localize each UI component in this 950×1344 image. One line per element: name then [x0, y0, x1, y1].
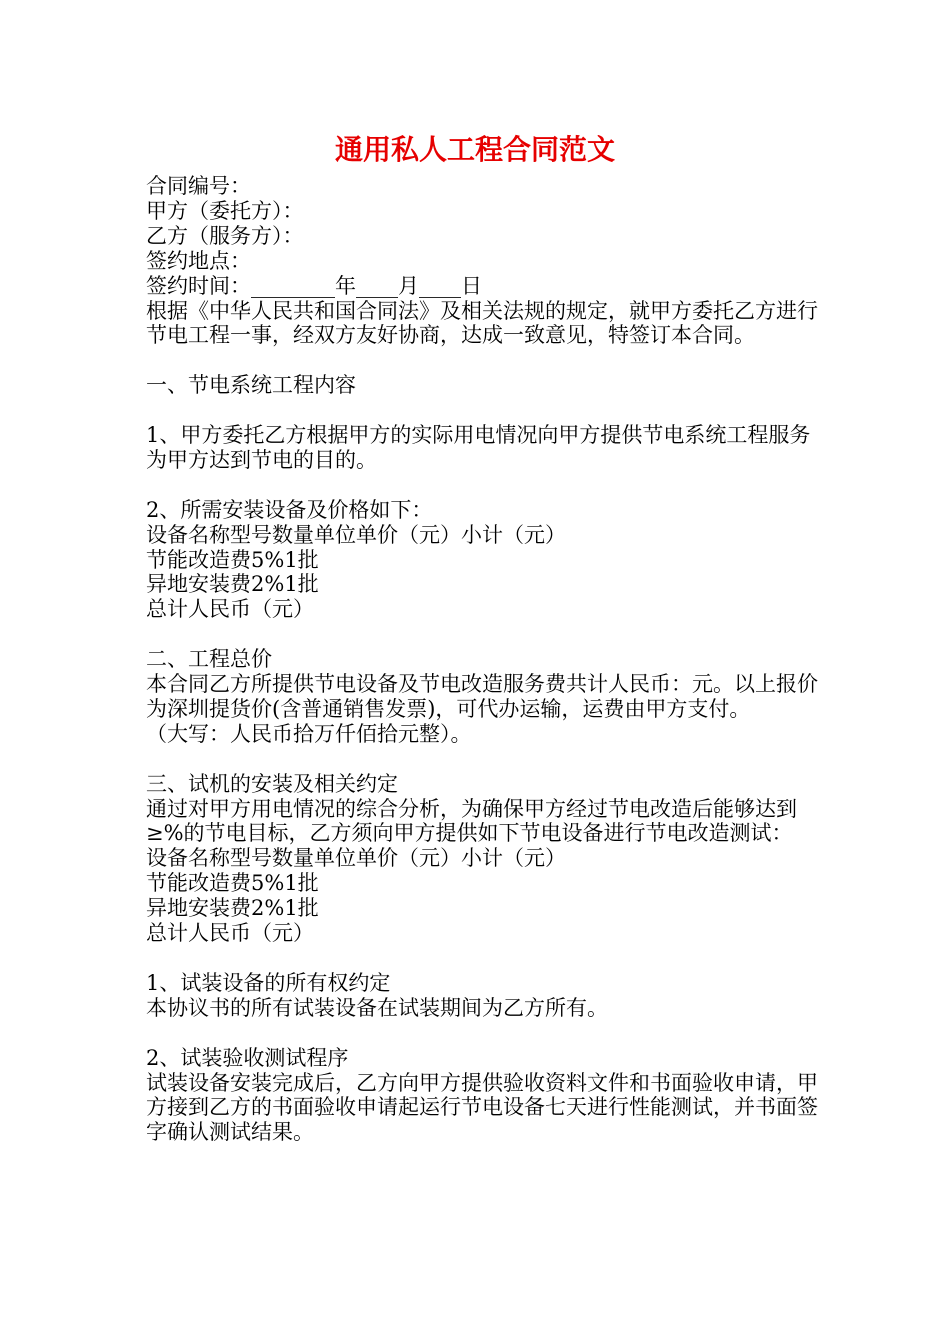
blank-line: [146, 398, 818, 423]
section-2-paragraph: 本合同乙方所提供节电设备及节电改造服务费共计人民币：元。以上报价为深圳提货价(含普通销售发票)，可代办运输，运费由甲方支付。: [146, 672, 818, 721]
section-3-item-1-heading: 1、试装设备的所有权约定: [146, 970, 391, 995]
document-body: [146, 174, 818, 1145]
section-3-item-1-text: 本协议书的所有试装设备在试装期间为乙方所有。: [146, 995, 608, 1020]
section-3-item-2-heading: 2、试装验收测试程序: [146, 1045, 349, 1070]
sign-time-line: 签约时间：________年____月____日: [146, 273, 482, 298]
contract-number-line: 合同编号：: [146, 174, 251, 198]
equipment-table-2-row: 节能改造费5%1批: [146, 871, 319, 896]
section-2-capital-amount: （大写：人民币拾万仟佰拾元整）。: [146, 721, 472, 746]
blank-line: [146, 946, 818, 971]
blank-line: [146, 1021, 818, 1046]
intro-paragraph: 根据《中华人民共和国合同法》及相关法规的规定，就甲方委托乙方进行节电工程一事，经双方友好协商，达成一致意见，特签订本合同。: [146, 298, 818, 348]
equipment-table-1-total: 总计人民币（元）: [146, 597, 314, 622]
section-3-paragraph: 通过对甲方用电情况的综合分析，为确保甲方经过节电改造后能够达到≥%的节电目标，乙方须向甲方提供如下节电设备进行节电改造测试：: [146, 796, 797, 846]
party-a-line: 甲方（委托方）：: [146, 198, 304, 223]
equipment-table-2-total: 总计人民币（元）: [146, 921, 314, 946]
equipment-table-1-row: 异地安装费2%1批: [146, 572, 319, 597]
section-1-item-1: 1、甲方委托乙方根据甲方的实际用电情况向甲方提供节电系统工程服务为甲方达到节电的目的。: [146, 423, 811, 472]
sign-place-line: 签约地点：: [146, 248, 251, 273]
equipment-table-2-header: 设备名称型号数量单位单价（元）小计（元）: [146, 846, 566, 871]
blank-line: [146, 348, 818, 373]
party-b-line: 乙方（服务方）：: [146, 223, 304, 248]
section-3-heading: 三、试机的安装及相关约定: [146, 771, 398, 796]
section-2-heading: 二、工程总价: [146, 647, 272, 672]
blank-line: [146, 473, 818, 498]
equipment-table-1-header: 设备名称型号数量单位单价（元）小计（元）: [146, 522, 566, 547]
section-1-heading: 一、节电系统工程内容: [146, 373, 356, 398]
section-3-item-2-text: 试装设备安装完成后，乙方向甲方提供验收资料文件和书面验收申请，甲方接到乙方的书面验收申请起运行节电设备七天进行性能测试，并书面签字确认测试结果。: [146, 1070, 818, 1145]
section-1-item-2: 2、所需安装设备及价格如下：: [146, 497, 433, 522]
document-title: 通用私人工程合同范文: [334, 133, 615, 166]
blank-line: [146, 622, 818, 647]
blank-line: [146, 747, 818, 772]
equipment-table-2-row: 异地安装费2%1批: [146, 896, 319, 921]
equipment-table-1-row: 节能改造费5%1批: [146, 547, 319, 572]
